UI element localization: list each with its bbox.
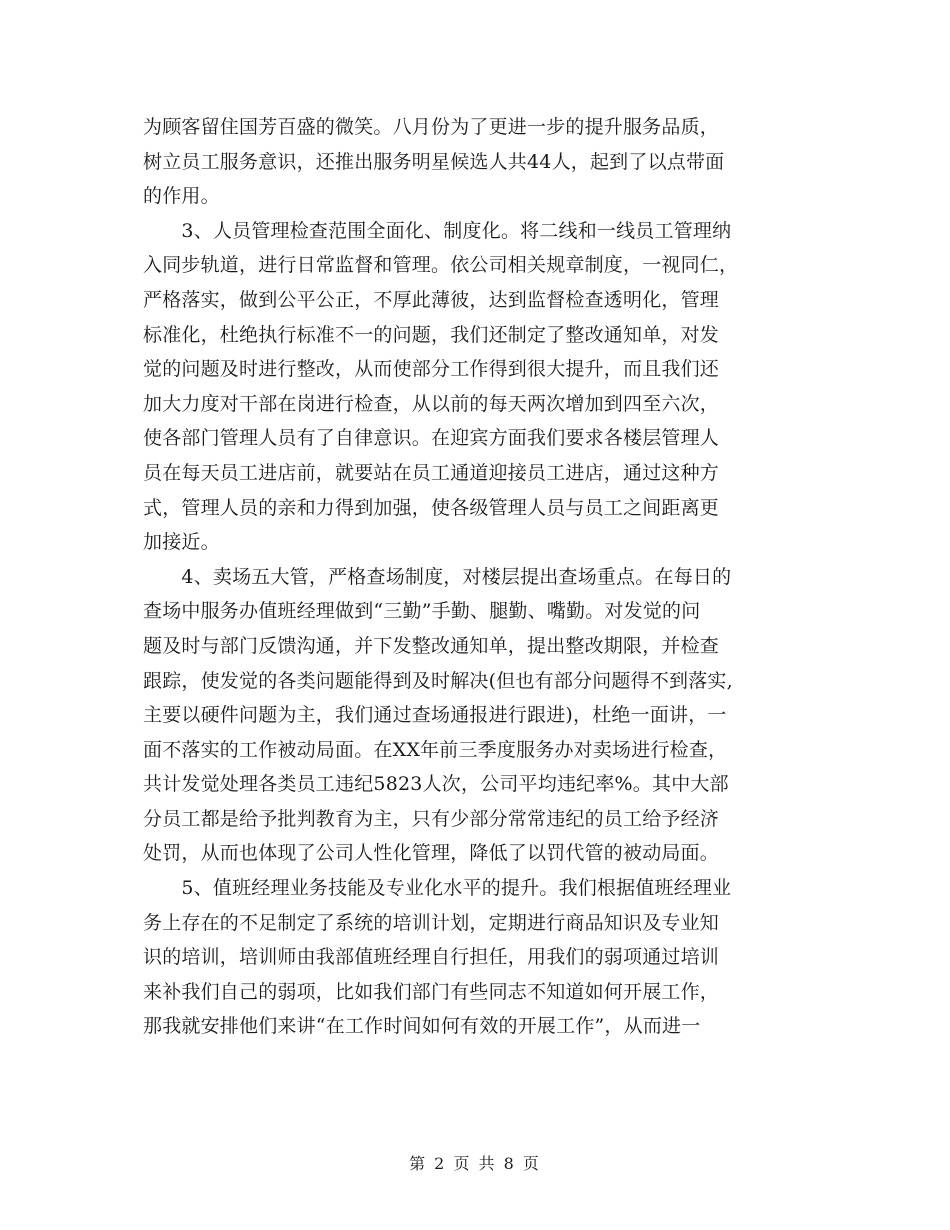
document-body (143, 110, 805, 1044)
text-line: 树立员工服务意识，还推出服务明星候选人共44人，起到了以点带面 (143, 150, 725, 173)
text-line: 加大力度对干部在岗进行检查，从以前的每天两次增加到四至六次， (143, 392, 720, 415)
text-line: 严格落实，做到公平公正，不厚此薄彼，达到监督检查透明化，管理 (143, 288, 720, 311)
text-line: 题及时与部门反馈沟通，并下发整改通知单，提出整改期限，并检查 (143, 634, 720, 657)
text-line: 分员工都是给予批判教育为主，只有少部分常常违纪的员工给予经济 (143, 807, 720, 830)
paragraph-continuation (143, 110, 805, 214)
paragraph-3 (143, 214, 805, 560)
text-line: 使各部门管理人员有了自律意识。在迎宾方面我们要求各楼层管理人 (143, 427, 720, 450)
text-line: 加接近。 (143, 531, 220, 554)
page-number-footer: 第 2 页 共 8 页 (409, 1154, 541, 1173)
text-line: 务上存在的不足制定了系统的培训计划，定期进行商品知识及专业知 (143, 911, 720, 934)
text-line: 觉的问题及时进行整改，从而使部分工作得到很大提升，而且我们还 (143, 358, 720, 381)
text-line: 主要以硬件问题为主，我们通过查场通报进行跟进)，杜绝一面讲，一 (143, 704, 727, 727)
text-line: 入同步轨道，进行日常监督和管理。依公司相关规章制度，一视同仁， (143, 254, 739, 277)
text-line: 面不落实的工作被动局面。在XX年前三季度服务办对卖场进行检查， (143, 738, 728, 761)
text-line: 跟踪，使发觉的各类问题能得到及时解决(但也有部分问题得不到落实, (143, 669, 733, 692)
paragraph-5 (143, 871, 805, 1044)
text-line: 的作用。 (143, 185, 220, 208)
text-line: 为顾客留住国芳百盛的微笑。八月份为了更进一步的提升服务品质， (143, 116, 720, 138)
text-line: 那我就安排他们来讲“在工作时间如何有效的开展工作”，从而进一 (143, 1015, 701, 1038)
text-line: 3、人员管理检查范围全面化、制度化。将二线和一线员工管理纳 (143, 219, 732, 242)
text-line: 4、卖场五大管，严格查场制度，对楼层提出查场重点。在每日的 (143, 565, 732, 588)
text-line: 员在每天员工进店前，就要站在员工通道迎接员工进店，通过这种方 (143, 461, 720, 484)
text-line: 5、值班经理业务技能及专业化水平的提升。我们根据值班经理业 (143, 877, 732, 900)
text-line: 处罚，从而也体现了公司人性化管理，降低了以罚代管的被动局面。 (143, 842, 720, 865)
text-line: 查场中服务办值班经理做到“三勤”手勤、腿勤、嘴勤。对发觉的问 (143, 600, 701, 623)
text-line: 来补我们自己的弱项，比如我们部门有些同志不知道如何开展工作， (143, 980, 720, 1003)
paragraph-4 (143, 560, 805, 871)
text-line: 识的培训，培训师由我部值班经理自行担任，用我们的弱项通过培训 (143, 946, 720, 969)
text-line: 式，管理人员的亲和力得到加强，使各级管理人员与员工之间距离更 (143, 496, 720, 519)
text-line: 标准化，杜绝执行标准不一的问题，我们还制定了整改通知单，对发 (143, 323, 720, 346)
text-line: 共计发觉处理各类员工违纪5823人次，公司平均违纪率%。其中大部 (143, 773, 729, 796)
